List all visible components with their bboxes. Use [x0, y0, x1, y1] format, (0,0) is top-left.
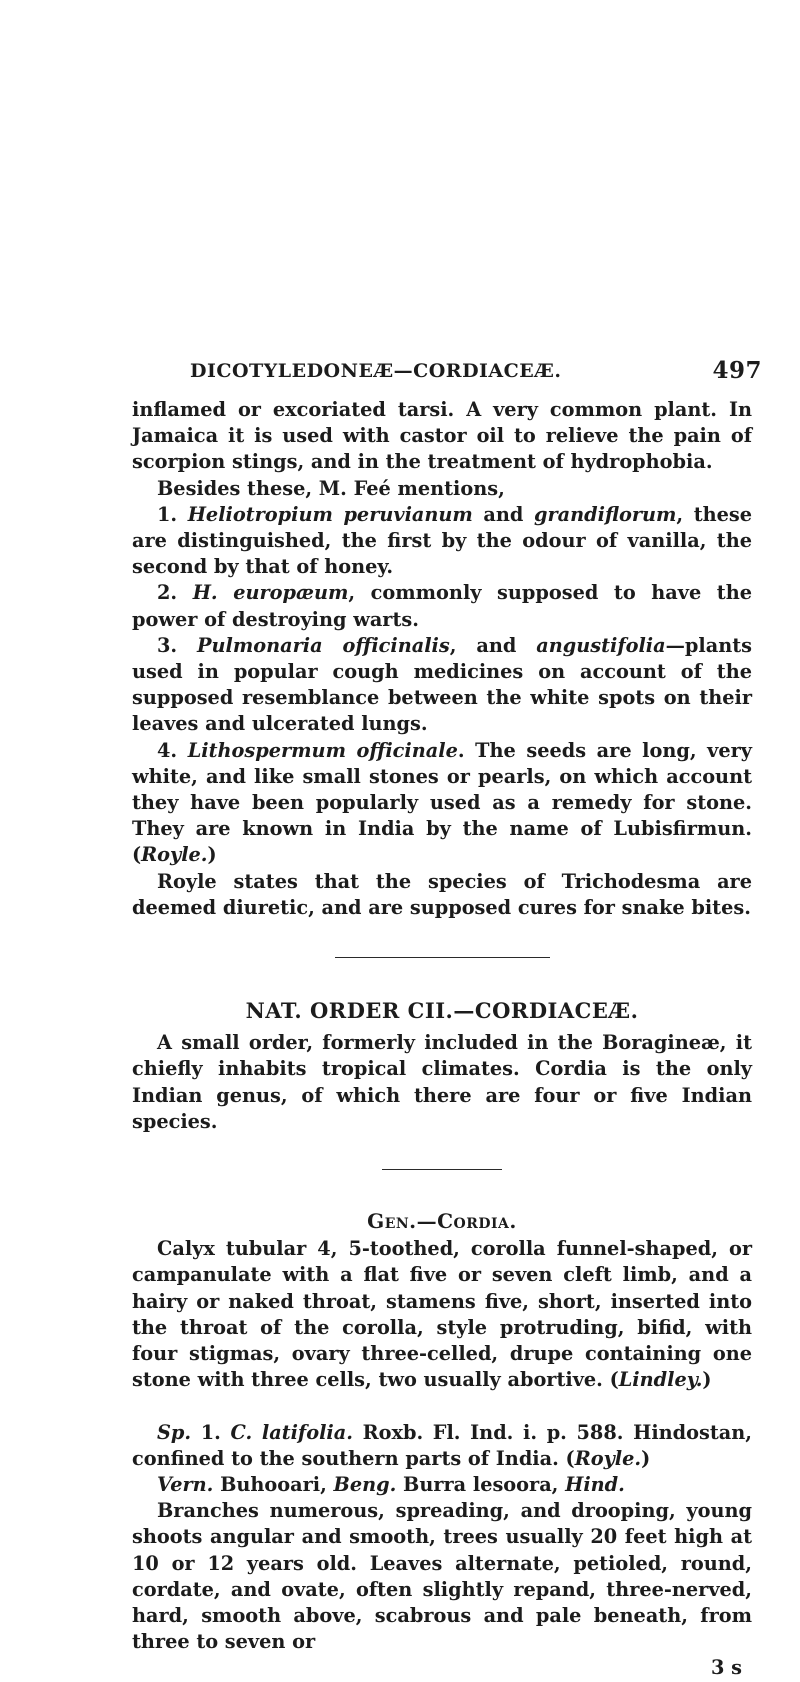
section-divider: [382, 1169, 502, 1170]
vernacular-names: Vern. Buhooari, Beng. Burra lesoora, Hind.: [157, 1472, 625, 1496]
list-item-2: 2. H. europæum, commonly supposed to have the power of destroying warts.: [132, 581, 752, 631]
paragraph-continued: inflamed or excoriated tarsi. A very common plant. In Jamaica it is used with castor oil to relieve the pain of scorpion stings, and in the treatment of hydrophobia.: [132, 398, 752, 474]
page-body: [132, 397, 752, 1682]
genus-description: Calyx tubular 4, 5-toothed, corolla funnel-shaped, or campanulate with a flat five or seven cleft limb, and a hairy or naked throat, stamens five, short, inserted into the throat of the corolla, style protruding, bifid, with four stigmas, ovary three-celled, drupe containing one stone with three cells, two usually abortive. (Lindley.): [132, 1237, 752, 1392]
list-item-4: 4. Lithospermum officinale. The seeds are long, very white, and like small stones or pearls, on which account they have been popularly used as a remedy for stone. They are known in India by the name of Lubisfirmun. (Royle.): [132, 738, 752, 867]
species-name: Lithospermum officinale: [187, 738, 458, 762]
genus-heading: Gen.—Cordia.: [367, 1209, 517, 1234]
list-item-3: 3. Pulmonaria officinalis, and angustifolia—plants used in popular cough medicines on account of the supposed resemblance between the white spots on their leaves and ulcerated lungs.: [132, 633, 752, 736]
paragraph-order-description: A small order, formerly included in the Boragineæ, it chiefly inhabits tropical climates. Cordia is the only Indian genus, of which there are four or five Indian species.: [132, 1031, 752, 1133]
citation: Lindley.: [618, 1368, 703, 1392]
spacer: [132, 1394, 752, 1420]
page-number: 497: [712, 357, 762, 384]
signature-mark: 3 s: [711, 1656, 742, 1680]
species-name: grandiflorum: [533, 502, 677, 526]
order-heading: NAT. ORDER CII.—CORDIACEÆ.: [245, 998, 639, 1024]
species-name: Pulmonaria officinalis: [197, 633, 450, 657]
citation: Royle.: [141, 843, 208, 867]
species-name: C. latifolia.: [230, 1420, 353, 1444]
species-entry: Sp. 1. C. latifolia. Roxb. Fl. Ind. i. p. 588. Hindostan, confined to the southern parts of India. (Royle.): [132, 1420, 752, 1470]
citation: Royle.: [574, 1446, 642, 1470]
section-divider: [335, 957, 550, 958]
running-header: [190, 357, 790, 384]
species-name: angustifolia: [536, 633, 666, 657]
paragraph-description: Branches numerous, spreading, and drooping, young shoots angular and smooth, trees usually 20 feet high at 10 or 12 years old. Leaves alternate, petioled, round, cordate, and ovate, often slightly repand, three-nerved, hard, smooth above, scabrous and pale beneath, from three to seven or: [132, 1499, 752, 1654]
paragraph-intro: Besides these, M. Feé mentions,: [157, 476, 505, 500]
species-name: H. europæum: [192, 581, 349, 605]
list-item-1: 1. Heliotropium peruvianum and grandiflorum, these are distinguished, the first by the odour of vanilla, the second by that of honey.: [132, 502, 753, 579]
running-title: DICOTYLEDONEÆ—CORDIACEÆ.: [190, 360, 562, 382]
paragraph-trichodesma: Royle states that the species of Trichodesma are deemed diuretic, and are supposed cures for snake bites.: [132, 869, 752, 919]
species-name: Heliotropium peruvianum: [187, 502, 473, 526]
